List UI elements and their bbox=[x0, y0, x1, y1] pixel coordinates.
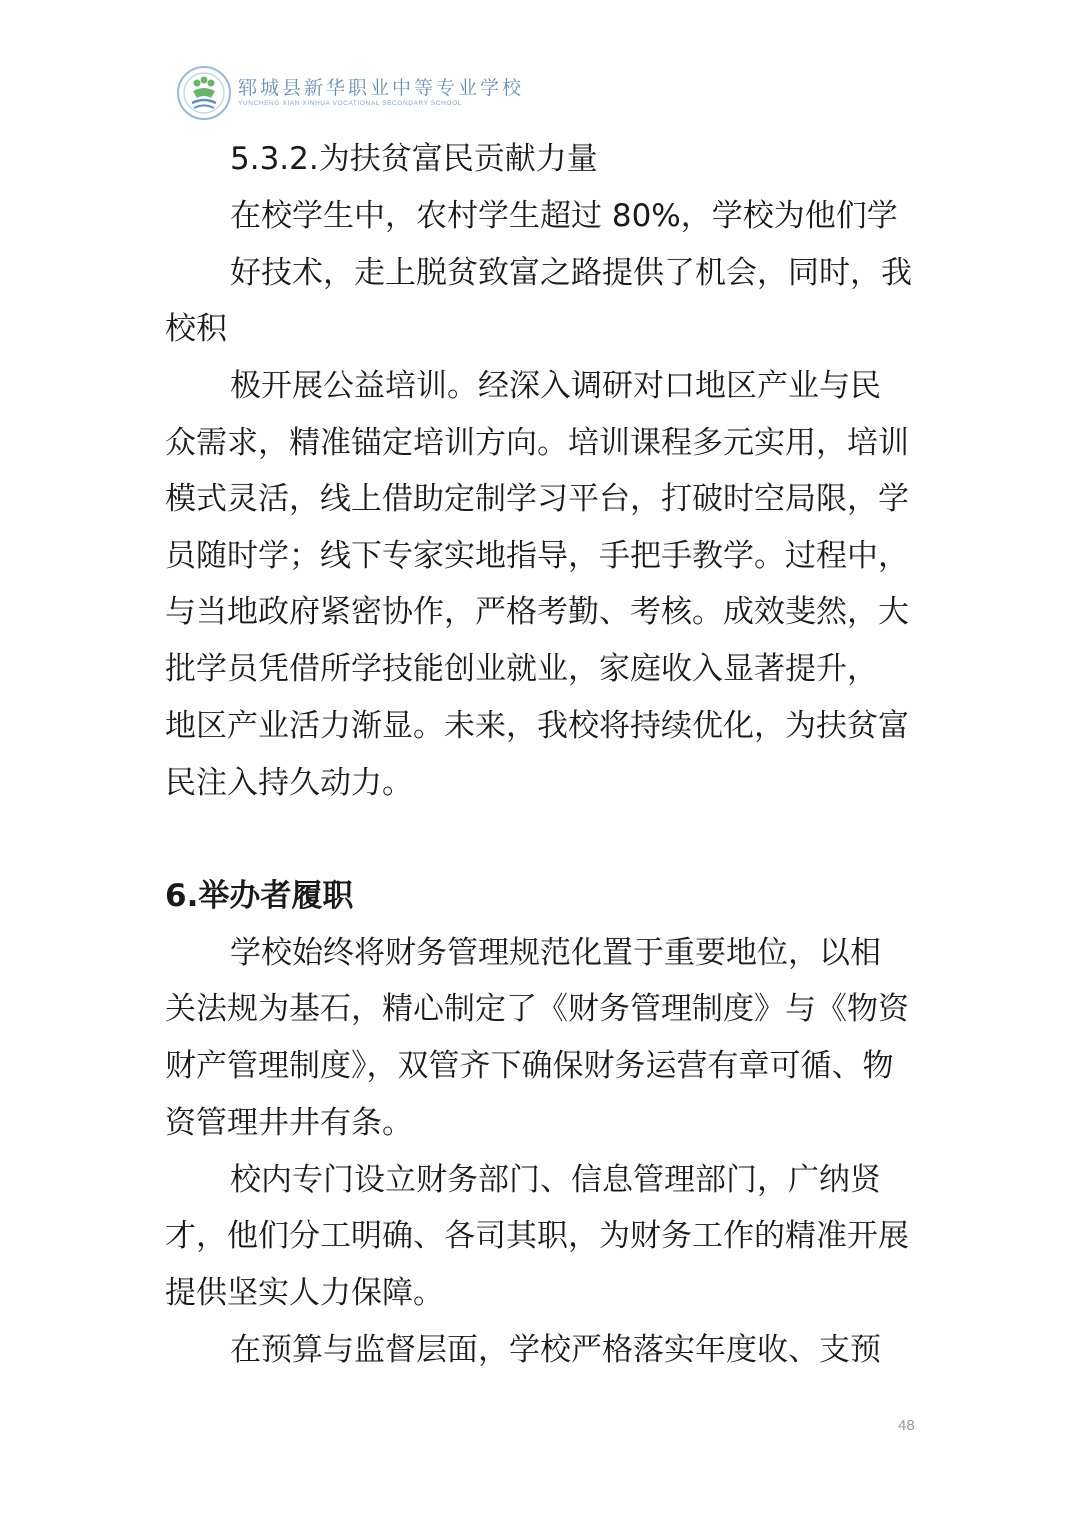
text-line: 校积 bbox=[165, 311, 227, 347]
text-line: 众需求，精准锚定培训方向。培训课程多元实用，培训 bbox=[165, 425, 909, 461]
page-number: 48 bbox=[898, 1417, 915, 1434]
school-name-en: YUNCHENG XIAN XINHUA VOCATIONAL SECONDARY SCHOOL bbox=[238, 100, 462, 107]
text-line: 学校始终将财务管理规范化置于重要地位，以相 bbox=[230, 935, 881, 971]
text-line: 财产管理制度》，双管齐下确保财务运营有章可循、物 bbox=[165, 1048, 894, 1084]
text-line: 好技术，走上脱贫致富之路提供了机会，同时，我 bbox=[230, 255, 912, 291]
text-line: 在校学生中，农村学生超过 80%，学校为他们学 bbox=[230, 198, 898, 234]
text-line: 资管理井井有条。 bbox=[165, 1105, 413, 1141]
text-line: 地区产业活力渐显。未来，我校将持续优化，为扶贫富 bbox=[165, 708, 909, 744]
text-line: 极开展公益培训。经深入调研对口地区产业与民 bbox=[230, 368, 881, 404]
text-line: 才，他们分工明确、各司其职，为财务工作的精准开展 bbox=[165, 1218, 909, 1254]
text-line: 校内专门设立财务部门、信息管理部门，广纳贤 bbox=[230, 1162, 881, 1198]
section-heading-5-3-2: 5.3.2.为扶贫富民贡献力量 bbox=[230, 141, 598, 177]
text-line: 员随时学；线下专家实地指导，手把手教学。过程中， bbox=[165, 538, 909, 574]
school-logo-icon bbox=[176, 65, 232, 121]
section-heading-6: 6.举办者履职 bbox=[165, 878, 354, 914]
text-line: 民注入持久动力。 bbox=[165, 765, 413, 801]
text-line: 模式灵活，线上借助定制学习平台，打破时空局限，学 bbox=[165, 481, 909, 517]
text-line: 与当地政府紧密协作，严格考勤、考核。成效斐然，大 bbox=[165, 594, 909, 630]
text-line: 批学员凭借所学技能创业就业，家庭收入显著提升， bbox=[165, 651, 878, 687]
page-header bbox=[176, 64, 524, 122]
text-line: 关法规为基石，精心制定了《财务管理制度》与《物资 bbox=[165, 991, 909, 1027]
text-line: 在预算与监督层面，学校严格落实年度收、支预 bbox=[230, 1332, 881, 1368]
text-line: 提供坚实人力保障。 bbox=[165, 1275, 444, 1311]
school-name: 郓城县新华职业中等专业学校 bbox=[238, 77, 525, 99]
